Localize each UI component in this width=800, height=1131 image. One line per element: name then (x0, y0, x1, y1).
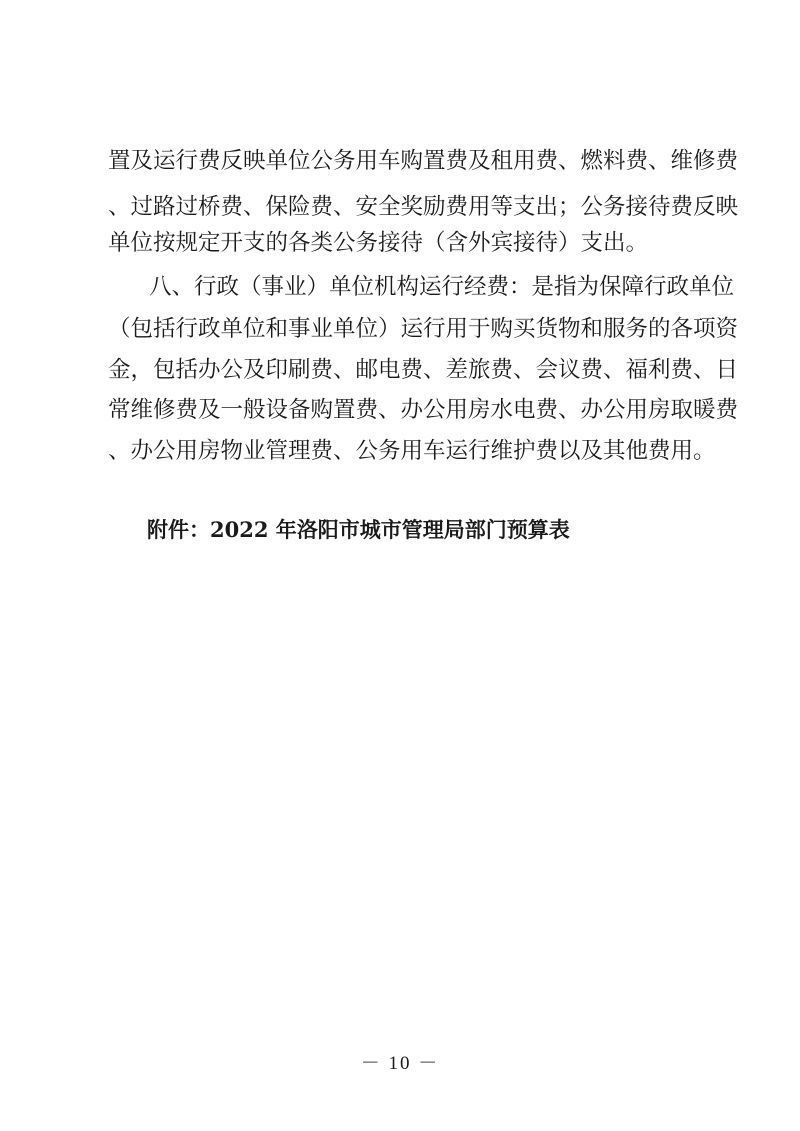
paragraph-line: 单位按规定开支的各类公务接待（含外宾接待）支出。 (108, 230, 649, 256)
page-number: － 10 － (360, 1053, 440, 1074)
paragraph-line: 金，包括办公及印刷费、邮电费、差旅费、会议费、福利费、日 (108, 357, 739, 383)
paragraph-line: 置及运行费反映单位公务用车购置费及租用费、燃料费、维修费 (108, 148, 739, 174)
paragraph-line: （包括行政单位和事业单位）运行用于购买货物和服务的各项资 (108, 316, 739, 342)
paragraph-line: 、办公用房物业管理费、公务用车运行维护费以及其他费用。 (108, 438, 716, 464)
attachment-note: 附件：2022 年洛阳市城市管理局部门预算表 (147, 517, 570, 542)
paragraph-line: 八、行政（事业）单位机构运行经费：是指为保障行政单位 (149, 274, 735, 300)
paragraph-line: 常维修费及一般设备购置费、办公用房水电费、办公用房取暖费 (108, 397, 739, 423)
paragraph-line: 、过路过桥费、保险费、安全奖励费用等支出；公务接待费反映 (108, 194, 739, 220)
